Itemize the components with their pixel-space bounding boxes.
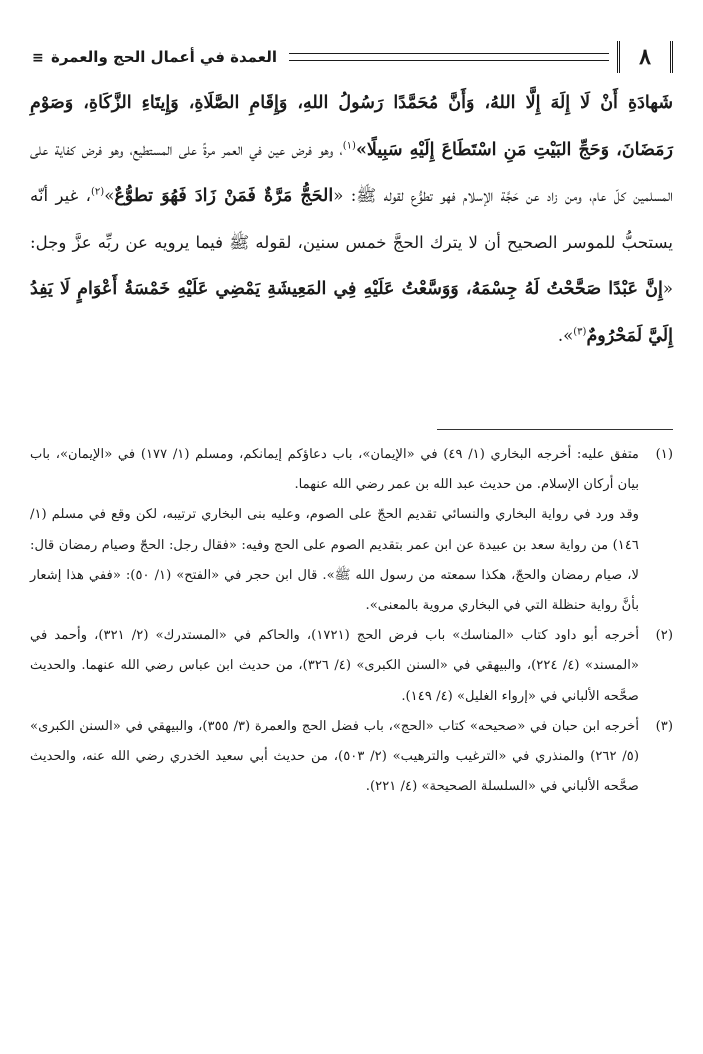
page-number: ٨	[617, 41, 673, 73]
footnote-number: (٢)	[655, 628, 673, 644]
title-mark: ≡	[32, 50, 44, 66]
page-header	[28, 40, 673, 74]
footnote-ref-1: (١)	[342, 139, 356, 151]
main-paragraph: شَهادَةِ أَنْ لَا إِلَهَ إِلَّا اللهُ، وَأَنَّ مُحَمَّدًا رَسُولُ اللهِ، وَإِقَامِ الصَّلَاةِ، وَإِيتَاءِ الزَّكَاةِ، وَصَوْمِ رَمَضَانَ، وَحَجِّ البَيْتِ مَنِ اسْتَطَاعَ إِلَيْهِ سَبِيلًا»$^{(١)}$، وهو فرض عين في العمر مرةً على المستطيع، وهو فرض كفاية على المسلمين كلّ عام، ومن زاد عن حَجَّة الإسلام فهو تطوُّع لقوله ﷺ: «الحَجُّ مَرَّةٌ فَمَنْ زَادَ فَهُوَ تطوُّعٌ»$^{(٢)}$، غير أنّه يستحبُّ للموسر الصحيح أن لا يترك الحجَّ خمس سنين، لقوله ﷺ فيما يرويه عن ربِّه عزَّ وجل: «إِنَّ عَبْدًا صَحَّحْتُ لَهُ جِسْمَهُ، وَوَسَّعْتُ عَلَيْهِ فِي المَعِيشَةِ يَمْضِي عَلَيْهِ خَمْسَةُ أَعْوَامٍ لَا يَفِدُ إِلَيَّ لَمَحْرُومٌ$^{(٣)}$».	[30, 93, 673, 346]
hadith-quote-1: شَهادَةِ أَنْ لَا إِلَهَ إِلَّا اللهُ، وَأَنَّ مُحَمَّدًا رَسُولُ اللهِ، وَإِقَامِ الصَّلَاةِ، وَإِيتَاءِ الزَّكَاةِ، وَصَوْمِ رَمَضَانَ، وَحَجِّ البَيْتِ مَنِ اسْتَطَاعَ إِلَيْهِ سَبِيلًا»	[30, 93, 673, 160]
footnote-number: (١)	[655, 447, 673, 462]
footnotes	[30, 440, 673, 802]
footnote-text: متفق عليه: أخرجه البخاري (١/ ٤٩) في «الإيمان»، باب دعاؤكم إيمانكم، ومسلم (١/ ١٧٧) في «الإيمان»، باب بيان أركان الإسلام. من حديث عبد الله بن عمر رضي الله عنهما.	[30, 447, 639, 493]
footnote-ref-3: (٣)	[573, 325, 587, 337]
running-title-text: العمدة في أعمال الحج والعمرة	[50, 48, 277, 66]
running-title	[28, 48, 281, 66]
footnote-text: وقد ورد في رواية البخاري والنسائي تقديم الحجّ على الصوم، وعليه بنى البخاري ترتيبه، لكن وقع في مسلم (١/ ١٤٦) من رواية سعد بن عبيدة عن ابن عمر بتقديم الصوم على الحج وفيه: «فقال رجل: الحجّ وصيام رمضان قال: لا، صيام رمضان والحجّ، هكذا سمعته من رسول الله ﷺ». قال ابن حجر في «الفتح» (١/ ٥٠): «ففي هذا إشعار بأنَّ رواية حنظلة التي في البخاري مروية بالمعنى».	[30, 507, 640, 614]
hadith-quote-3: إِنَّ عَبْدًا صَحَّحْتُ لَهُ جِسْمَهُ، وَوَسَّعْتُ عَلَيْهِ فِي المَعِيشَةِ يَمْضِي عَلَيْهِ خَمْسَةُ أَعْوَامٍ لَا يَفِدُ إِلَيَّ لَمَحْرُومٌ	[30, 279, 673, 346]
footnote-number: (٣)	[655, 718, 673, 734]
hadith-quote-2: الحَجُّ مَرَّةٌ فَمَنْ زَادَ فَهُوَ تطوُّعٌ	[114, 186, 334, 206]
text-segment-3: ، غير أنّه يستحبُّ للموسر الصحيح أن لا يترك الحجَّ خمس سنين، لقوله ﷺ فيما يرويه عن ربِّه عزَّ وجل: «	[30, 186, 673, 298]
footnote-3	[30, 712, 673, 803]
text-segment-2: ، وهو فرض عين في العمر مرةً على المستطيع، وهو فرض كفاية على المسلمين كلّ عام، ومن زاد عن حَجَّة الإسلام فهو تطوُّع لقوله ﷺ: «	[30, 139, 673, 205]
footnote-text: أخرجه أبو داود كتاب «المناسك» باب فرض الحج (١٧٢١)، والحاكم في «المستدرك» (٢/ ٣٢١)، وأحمد في «المسند» (٤/ ٢٢٤)، والبيهقي في «السنن الكبرى» (٤/ ٣٢٦)، من حديث ابن عباس رضي الله عنهما. والحديث صحَّحه الألباني في «إرواء الغليل» (٤/ ١٤٩).	[30, 628, 639, 704]
header-rule	[289, 53, 609, 61]
footnote-2	[30, 621, 673, 712]
footnote-text: أخرجه ابن حبان في «صحيحه» كتاب «الحج»، باب فضل الحج والعمرة (٣/ ٣٥٥)، والبيهقي في «السنن الكبرى» (٥/ ٢٦٢) والمنذري في «الترغيب والترهيب» (٢/ ٥٠٣)، من حديث أبي سعيد الخدري رضي الله عنه، والحديث صحَّحه الألباني في «السلسلة الصحيحة» (٤/ ٢٢١).	[30, 718, 640, 795]
footnote-ref-2: (٢)	[91, 186, 105, 198]
main-text	[30, 80, 673, 359]
footnote-1	[30, 440, 673, 621]
text-end: ».	[557, 325, 574, 345]
footnote-separator	[437, 429, 673, 430]
